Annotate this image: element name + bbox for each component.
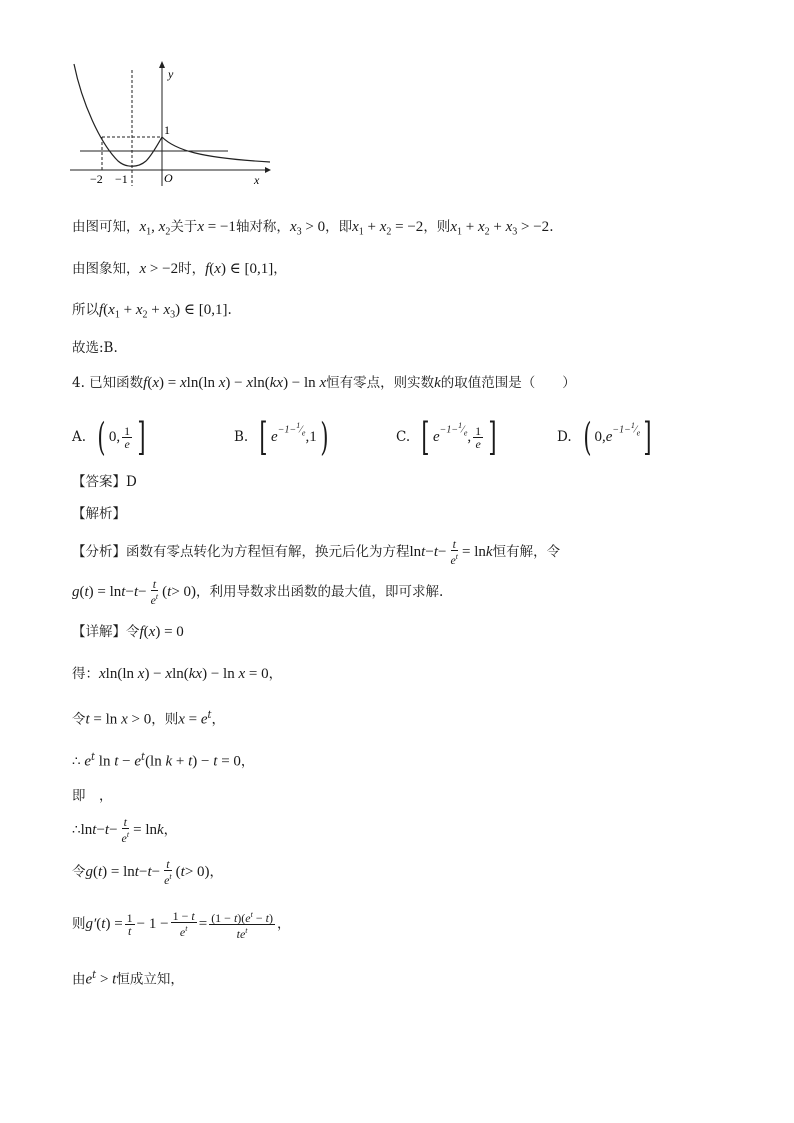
analysis-label: 【解析】 [72, 506, 126, 522]
option-b[interactable]: B. [ e $^{-1-^1 ⁄_e}$ ,1 ) [234, 415, 329, 459]
derive-line-6: 令 g ( t ) = ln t − t − $\frac{t}{e^t}$ ( t > 0) ， [72, 857, 224, 887]
question-4: 4. 已知函数f(x) = xln(ln x) − xln(kx) − ln x恒有零点，则实数k的取值范围是（ ） [72, 375, 576, 391]
function-graph [60, 58, 280, 188]
line-symmetry: 由图可知，$x_1$, $x_2$关于x = −1轴对称，$x_3 > 0$，即$x_1 + x_2 = -2$，则$x_1 + x_2 + x_3 > -2$. [72, 219, 554, 238]
derive-line-5: ∴ ln t − t − $\frac{t}{e^t}$ = ln k ， [72, 815, 178, 845]
final-line: 由$e^t > t$恒成立知， [72, 970, 184, 988]
x-axis-arrow [265, 167, 271, 173]
tick-neg2: −2 [90, 172, 103, 186]
analysis-text-1: 【分析】函数有零点转化为方程恒有解，换元后化为方程 ln t − t − $\frac{t}{e^t}$ = ln k 恒有解，令 [72, 537, 561, 567]
line-conclusion: 所以$f(x_1 + x_2 + x_3)$ ∈ [0,1]. [72, 302, 232, 321]
option-a[interactable]: A. ( 0, $\frac{1}{e}$ ] [72, 415, 146, 459]
derive-line-4: 即 ， [72, 788, 113, 804]
line-range: 由图象知，x > −2时，f(x) ∈ [0,1]， [72, 261, 287, 277]
analysis-text-2: g ( t ) = ln t − t − $\frac{t}{e^t}$ ( t > 0) ，利用导数求出函数的最大值，即可求解. [72, 577, 444, 607]
derivative-line: 则 g′ ( t ) = $\frac{1}{t}$ − 1 − $\frac{1 - t}{e^t}$ = $\frac{(1 - t)(e^t - t)}{te^t}$ ， [72, 909, 291, 941]
origin-label: O [164, 171, 173, 185]
derive-line-2: 令t = ln x > 0，则$x = e^t$， [72, 710, 226, 728]
derive-line-1: 得：xln(ln x) − xln(kx) − ln x = 0， [72, 666, 283, 682]
line-choice-b: 故选:B. [72, 340, 118, 356]
one-label: 1 [164, 123, 170, 137]
option-d[interactable]: D. ( 0, e $^{-1-^1 ⁄_e}$ ] [557, 415, 652, 459]
answer-label: 【答案】D [72, 474, 137, 490]
detail-line: 【详解】令f(x) = 0 [72, 624, 184, 640]
tick-neg1: −1 [115, 172, 128, 186]
curve-right [162, 137, 270, 162]
y-axis-arrow [159, 61, 165, 68]
derive-line-3: ∴ $e^t$ $\ln t - e^t(\ln$ k + t) − t = 0， [72, 752, 255, 770]
x-axis-label: x [254, 173, 260, 187]
y-axis-label: y [168, 67, 174, 81]
option-c[interactable]: C. [ e $^{-1-^1 ⁄_e}$ , $\frac{1}{e}$ ] [396, 415, 497, 459]
